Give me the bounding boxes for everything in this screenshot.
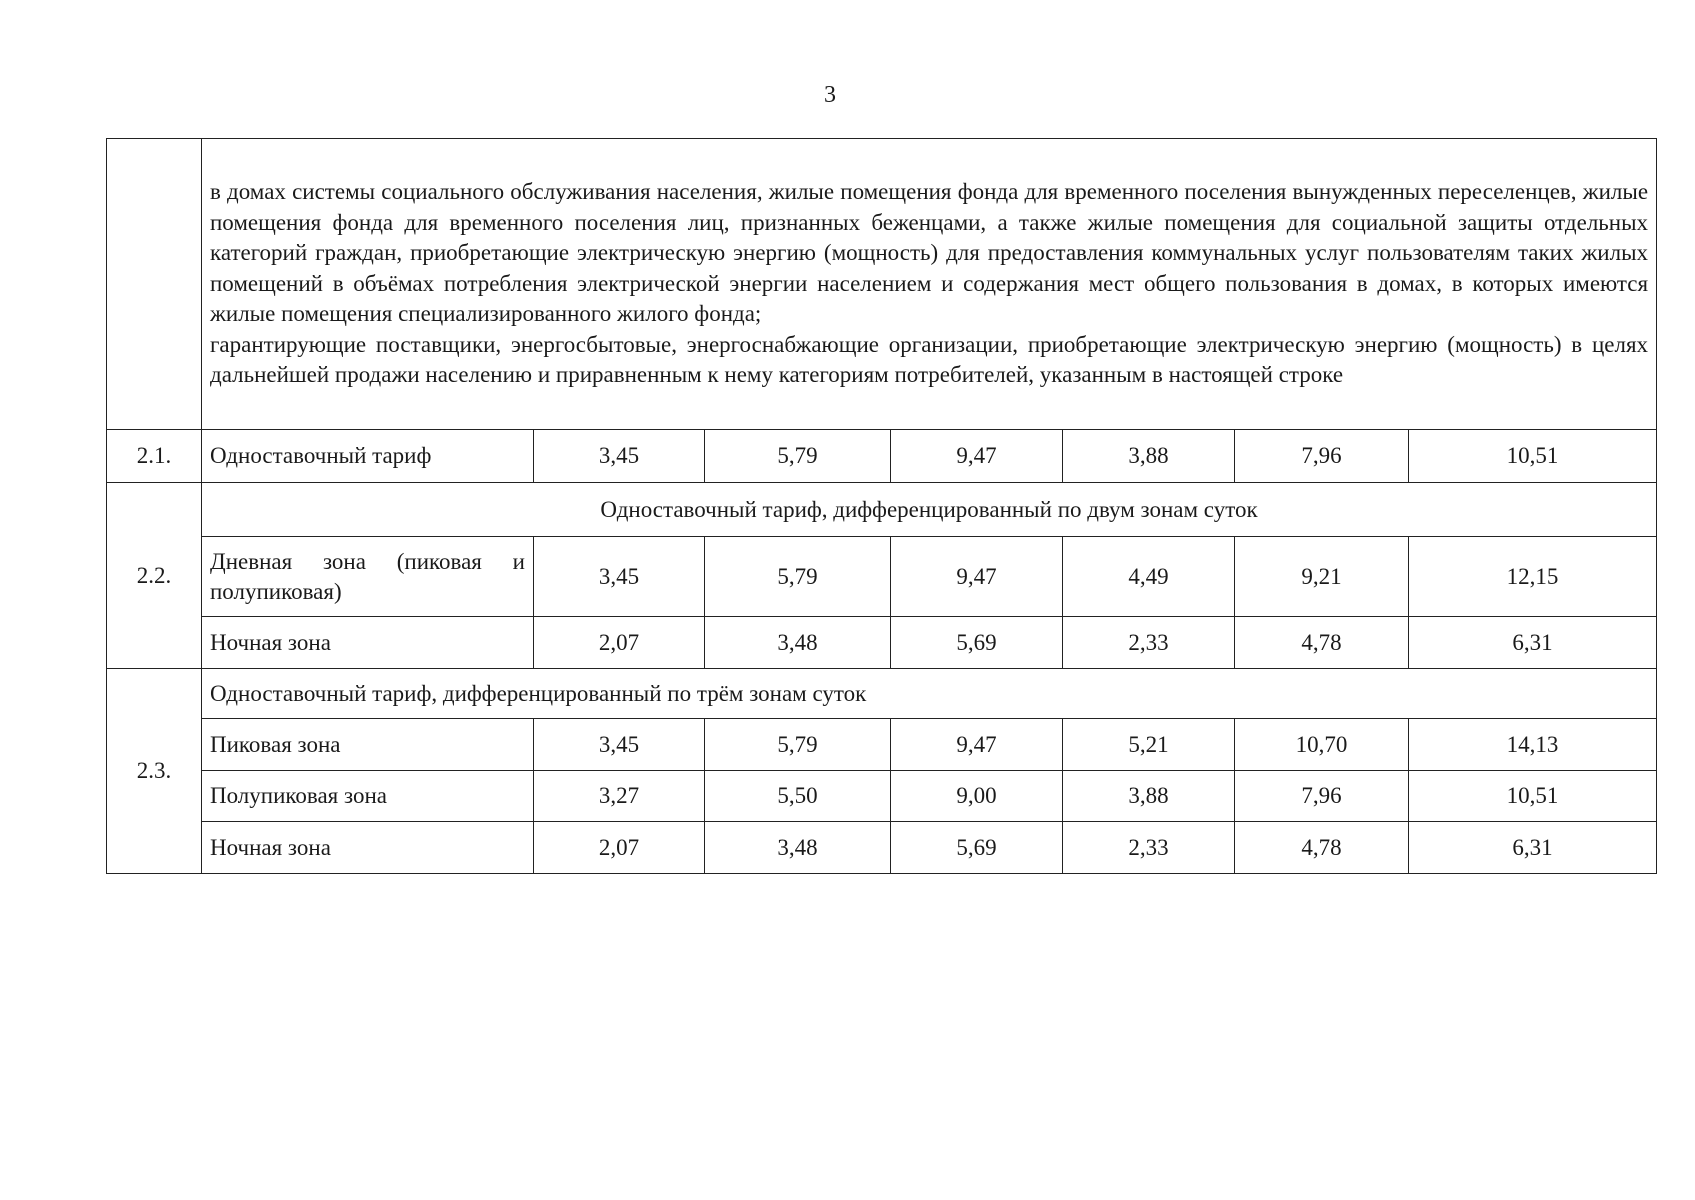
value-cell: 10,51 xyxy=(1409,771,1657,822)
row-label: Дневная зона (пиковая и полупиковая) xyxy=(202,537,534,617)
row-label: Пиковая зона xyxy=(202,719,534,771)
row-number: 2.1. xyxy=(107,430,202,483)
value-cell: 9,47 xyxy=(891,430,1063,483)
intro-text-cell xyxy=(202,139,1657,430)
value-cell: 10,70 xyxy=(1235,719,1409,771)
table-row-2-2-night xyxy=(107,617,1657,669)
value-cell: 9,21 xyxy=(1235,537,1409,617)
value-cell: 3,48 xyxy=(705,617,891,669)
value-cell: 10,51 xyxy=(1409,430,1657,483)
page-number: 3 xyxy=(824,82,836,108)
tariff-table xyxy=(106,138,1657,874)
row-label: Одноставочный тариф xyxy=(202,430,534,483)
value-cell: 2,07 xyxy=(534,822,705,874)
value-cell: 3,48 xyxy=(705,822,891,874)
value-cell: 5,79 xyxy=(705,537,891,617)
row-number: 2.3. xyxy=(107,669,202,874)
table-row-2-2-day xyxy=(107,537,1657,617)
intro-paragraph-2: гарантирующие поставщики, энергосбытовые, энергоснабжающие организации, приобретающие электрическую энергию (мощность) в целях дальнейшей продажи населению и приравненным к нему категориям потребителей, указанным в настоящей строке xyxy=(210,331,1649,388)
value-cell: 7,96 xyxy=(1235,771,1409,822)
table-row-2-3-semipeak xyxy=(107,771,1657,822)
value-cell: 4,78 xyxy=(1235,822,1409,874)
table-row-2-3-header xyxy=(107,669,1657,719)
value-cell: 5,69 xyxy=(891,822,1063,874)
value-cell: 5,79 xyxy=(705,719,891,771)
value-cell: 5,79 xyxy=(705,430,891,483)
value-cell: 4,78 xyxy=(1235,617,1409,669)
value-cell: 3,88 xyxy=(1063,430,1235,483)
value-cell: 5,69 xyxy=(891,617,1063,669)
value-cell: 2,07 xyxy=(534,617,705,669)
table-row-2-3-night xyxy=(107,822,1657,874)
value-cell: 12,15 xyxy=(1409,537,1657,617)
section-header: Одноставочный тариф, дифференцированный по трём зонам суток xyxy=(202,669,1657,719)
row-number: 2.2. xyxy=(107,483,202,669)
value-cell: 3,45 xyxy=(534,719,705,771)
value-cell: 3,45 xyxy=(534,537,705,617)
value-cell: 2,33 xyxy=(1063,617,1235,669)
section-header: Одноставочный тариф, дифференцированный по двум зонам суток xyxy=(202,483,1657,537)
value-cell: 2,33 xyxy=(1063,822,1235,874)
row-label: Ночная зона xyxy=(202,822,534,874)
value-cell: 4,49 xyxy=(1063,537,1235,617)
intro-paragraph-1: в домах системы социального обслуживания населения, жилые помещения фонда для временного поселения вынужденных переселенцев, жилые помещения фонда для временного поселения лиц, признанных беженцами, а также жилые помещения для социальной защиты отдельных категорий граждан, приобретающие электрическую энергию (мощность) для предоставления коммунальных услуг пользователям таких жилых помещений в объёмах потребления электрической энергии населением и содержания мест общего пользования в домах, в которых имеются жилые помещения специализированного жилого фонда; xyxy=(210,179,1649,327)
row-label: Ночная зона xyxy=(202,617,534,669)
table-row-2-2-header xyxy=(107,483,1657,537)
value-cell: 3,88 xyxy=(1063,771,1235,822)
value-cell: 3,27 xyxy=(534,771,705,822)
intro-num-cell xyxy=(107,139,202,430)
value-cell: 9,47 xyxy=(891,537,1063,617)
table-row-2-1 xyxy=(107,430,1657,483)
value-cell: 7,96 xyxy=(1235,430,1409,483)
value-cell: 5,21 xyxy=(1063,719,1235,771)
row-label: Полупиковая зона xyxy=(202,771,534,822)
value-cell: 9,00 xyxy=(891,771,1063,822)
intro-row xyxy=(107,139,1657,430)
value-cell: 6,31 xyxy=(1409,617,1657,669)
value-cell: 5,50 xyxy=(705,771,891,822)
value-cell: 6,31 xyxy=(1409,822,1657,874)
value-cell: 3,45 xyxy=(534,430,705,483)
value-cell: 9,47 xyxy=(891,719,1063,771)
value-cell: 14,13 xyxy=(1409,719,1657,771)
table-row-2-3-peak xyxy=(107,719,1657,771)
